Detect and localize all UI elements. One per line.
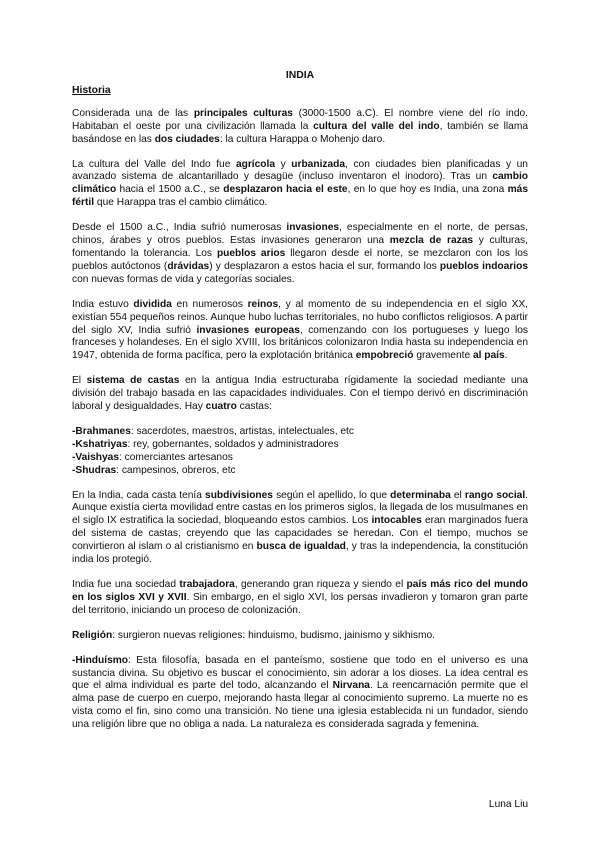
text-run: , y tras la independencia, la constitución india los protegió. xyxy=(72,541,528,566)
text-run: , especialmente en el norte, de persas, chinos, árabes y otros pueblos. Estas invasiones generaron una xyxy=(72,222,528,247)
paragraph-caste-system xyxy=(72,375,528,414)
text-run: . Sin embargo, en el siglo XVI, los persas invadieron y tomaron gran parte del territorio, iniciando un proceso de colonización. xyxy=(72,591,528,616)
bold-term: más fértil xyxy=(72,184,529,209)
bold-term: -Hinduísmo xyxy=(72,654,129,666)
text-run: : surgieron nuevas religiones: hinduismo, budismo, jainismo y sikhismo. xyxy=(112,629,435,641)
caste-item-brahmanes xyxy=(72,426,528,439)
bold-term: -Kshatriyas xyxy=(72,438,128,450)
text-run: : sacerdotes, maestros, artistas, intelectuales, etc xyxy=(130,425,354,437)
bold-term: Religión xyxy=(72,629,113,641)
text-run: India estuvo xyxy=(72,298,134,310)
caste-item-shudras xyxy=(72,465,528,478)
text-run: : campesinos, obreros, etc xyxy=(116,464,236,476)
text-run: En la India, cada casta tenía xyxy=(72,489,206,501)
caste-item-vaishyas xyxy=(72,452,528,465)
paragraph-hinduism xyxy=(72,655,528,732)
text-run: , y al momento de su independencia en el siglo XX, existían 554 pequeños reinos. Aunque hubo luchas territoriales, no hubo conflictos religiosos. A partir del siglo XV, India sufrió xyxy=(72,298,528,336)
text-run: el xyxy=(450,489,465,501)
bold-term: agrícola xyxy=(235,158,276,170)
bold-term: dividida xyxy=(133,298,172,310)
text-run: gravemente xyxy=(413,350,473,362)
bold-term: invasiones xyxy=(286,222,340,234)
bold-term: -Brahmanes xyxy=(72,425,131,437)
text-run: en la antigua India estructuraba rígidamente la sociedad mediante una división del trabajo basada en las capacidades individuales. Con el tiempo derivó en discriminación laboral y desigualdades. Hay xyxy=(72,375,528,413)
text-run: Considerada una de las xyxy=(72,107,194,119)
text-run: castas: xyxy=(236,401,272,413)
text-run: India fue una sociedad xyxy=(72,579,180,590)
text-run: ) y desplazaron a estos hacia el sur, formando los xyxy=(209,260,440,272)
bold-term: pueblos indoarios xyxy=(439,260,528,272)
text-run: , con ciudades bien planificadas y un avanzado sistema de alcantarillado y desagüe (incluso inventaron el inodoro). Tras un xyxy=(72,158,528,183)
text-run: : Esta filosofía, basada en el panteísmo, sostiene que todo en el universo es una sustancia divina. Su objetivo es buscar el conocimiento, sin adorar a los dioses. La idea central es que el alma individual es parte del todo, alcanzando el xyxy=(72,654,528,692)
bold-term: principales culturas xyxy=(193,107,293,119)
text-run: , comenzando con los portugueses y luego los franceses y holandeses. En el siglo XVIII, los británicos colonizaron India hasta su independencia en 1947, obtenida de forma pacífica, pero la explotación británica xyxy=(72,324,528,362)
bold-term: Nirvana xyxy=(332,680,370,692)
caste-item-kshatriyas xyxy=(72,439,528,452)
bold-term: cultura del valle del indo xyxy=(313,120,440,132)
text-run: , en lo que hoy es India, una zona xyxy=(347,184,508,196)
text-run: hacia el 1500 a.C., se xyxy=(116,184,224,196)
text-run: . Aunque existía cierta movilidad entre castas en los primeros siglos, la llegada de los musulmanes en el siglo IX estratifica la sociedad, bloqueando estos cambios. Los xyxy=(72,489,529,527)
bold-term: urbanizada xyxy=(291,158,346,170)
text-run: Desde el 1500 a.C., India sufrió numerosas xyxy=(72,222,287,234)
bold-term: subdivisiones xyxy=(205,489,273,501)
text-run: , también se llama basándose en las xyxy=(72,120,528,145)
bold-term: empobreció xyxy=(355,350,414,362)
text-run: en numerosos xyxy=(171,298,248,310)
bold-term: al país xyxy=(472,350,505,362)
bold-term: intocables xyxy=(371,515,422,527)
paragraph-harappa xyxy=(72,108,528,147)
section-title-historia: Historia xyxy=(72,84,111,96)
bold-term: -Vaishyas xyxy=(72,451,120,463)
text-run: . La reencarnación permite que el alma pase de cuerpo en cuerpo, mejorando hasta llegar al conocimiento supremo. La muerte no es vista como el fin, sino como una transición. No tiene una iglesia establecida ni un fundador, siendo una religión libre que no obliga a nada. La naturaleza es considerada sagrada y femenina. xyxy=(72,680,529,731)
bold-term: dos ciudades xyxy=(154,133,220,145)
bold-term: mezcla de razas xyxy=(389,235,474,247)
paragraph-kingdoms xyxy=(72,299,528,364)
text-run: La cultura del Valle del Indo fue xyxy=(72,158,236,170)
text-run: y culturas, fomentando la tolerancia. Los xyxy=(72,235,528,259)
bold-term: cuatro xyxy=(205,401,237,413)
bold-term: drávidas xyxy=(167,260,210,272)
text-run: llegaron desde el norte, se mezclaron con los los pueblos autóctonos ( xyxy=(72,247,528,272)
bold-term: desplazaron hacia el este xyxy=(223,184,348,196)
text-run: : comerciantes artesanos xyxy=(119,451,233,463)
document-body xyxy=(72,70,528,744)
text-run: : rey, gobernantes, soldados y administradores xyxy=(127,438,339,450)
bold-term: busca de igualdad xyxy=(256,541,346,553)
document-title: INDIA xyxy=(285,70,315,81)
bold-term: determinaba xyxy=(390,489,451,501)
paragraph-invasions xyxy=(72,222,528,287)
bold-term: -Shudras xyxy=(72,464,117,476)
text-run: eran marginados fuera del sistema de castas, creyendo que las capacidades se heredan. Con el tiempo, muchos se convirtieron al islam o al cristianismo en xyxy=(72,515,528,553)
text-run: : la cultura Harappa o Mohenjo daro. xyxy=(219,133,386,145)
paragraph-wealth xyxy=(72,579,528,618)
text-run: El xyxy=(72,375,87,387)
text-run: con nuevas formas de vida y categorías sociales. xyxy=(72,273,295,285)
text-run: y xyxy=(275,158,292,170)
text-run: . xyxy=(504,350,508,362)
paragraph-religion xyxy=(72,630,528,643)
bold-term: rango social xyxy=(464,489,526,501)
bold-term: cambio climático xyxy=(72,171,528,196)
paragraph-indus-valley-culture xyxy=(72,159,528,211)
bold-term: país más rico del mundo en los siglos XVI y XVII xyxy=(72,579,528,603)
bold-term: trabajadora xyxy=(179,579,235,590)
text-run: que Harappa tras el cambio climático. xyxy=(94,197,268,209)
bold-term: sistema de castas xyxy=(86,375,180,387)
text-run: , generando gran riqueza y siendo el xyxy=(234,579,407,590)
bold-term: reinos xyxy=(247,298,279,310)
author-name: Luna Liu xyxy=(488,799,528,810)
text-run: según el apellido, lo que xyxy=(272,489,391,501)
paragraph-caste-subdivisions xyxy=(72,490,528,567)
bold-term: pueblos arios xyxy=(216,247,286,259)
text-run: (3000-1500 a.C). El nombre viene del río indo. Habitaban el oeste por una civilización llamada la xyxy=(72,107,528,132)
bold-term: invasiones europeas xyxy=(196,324,300,336)
